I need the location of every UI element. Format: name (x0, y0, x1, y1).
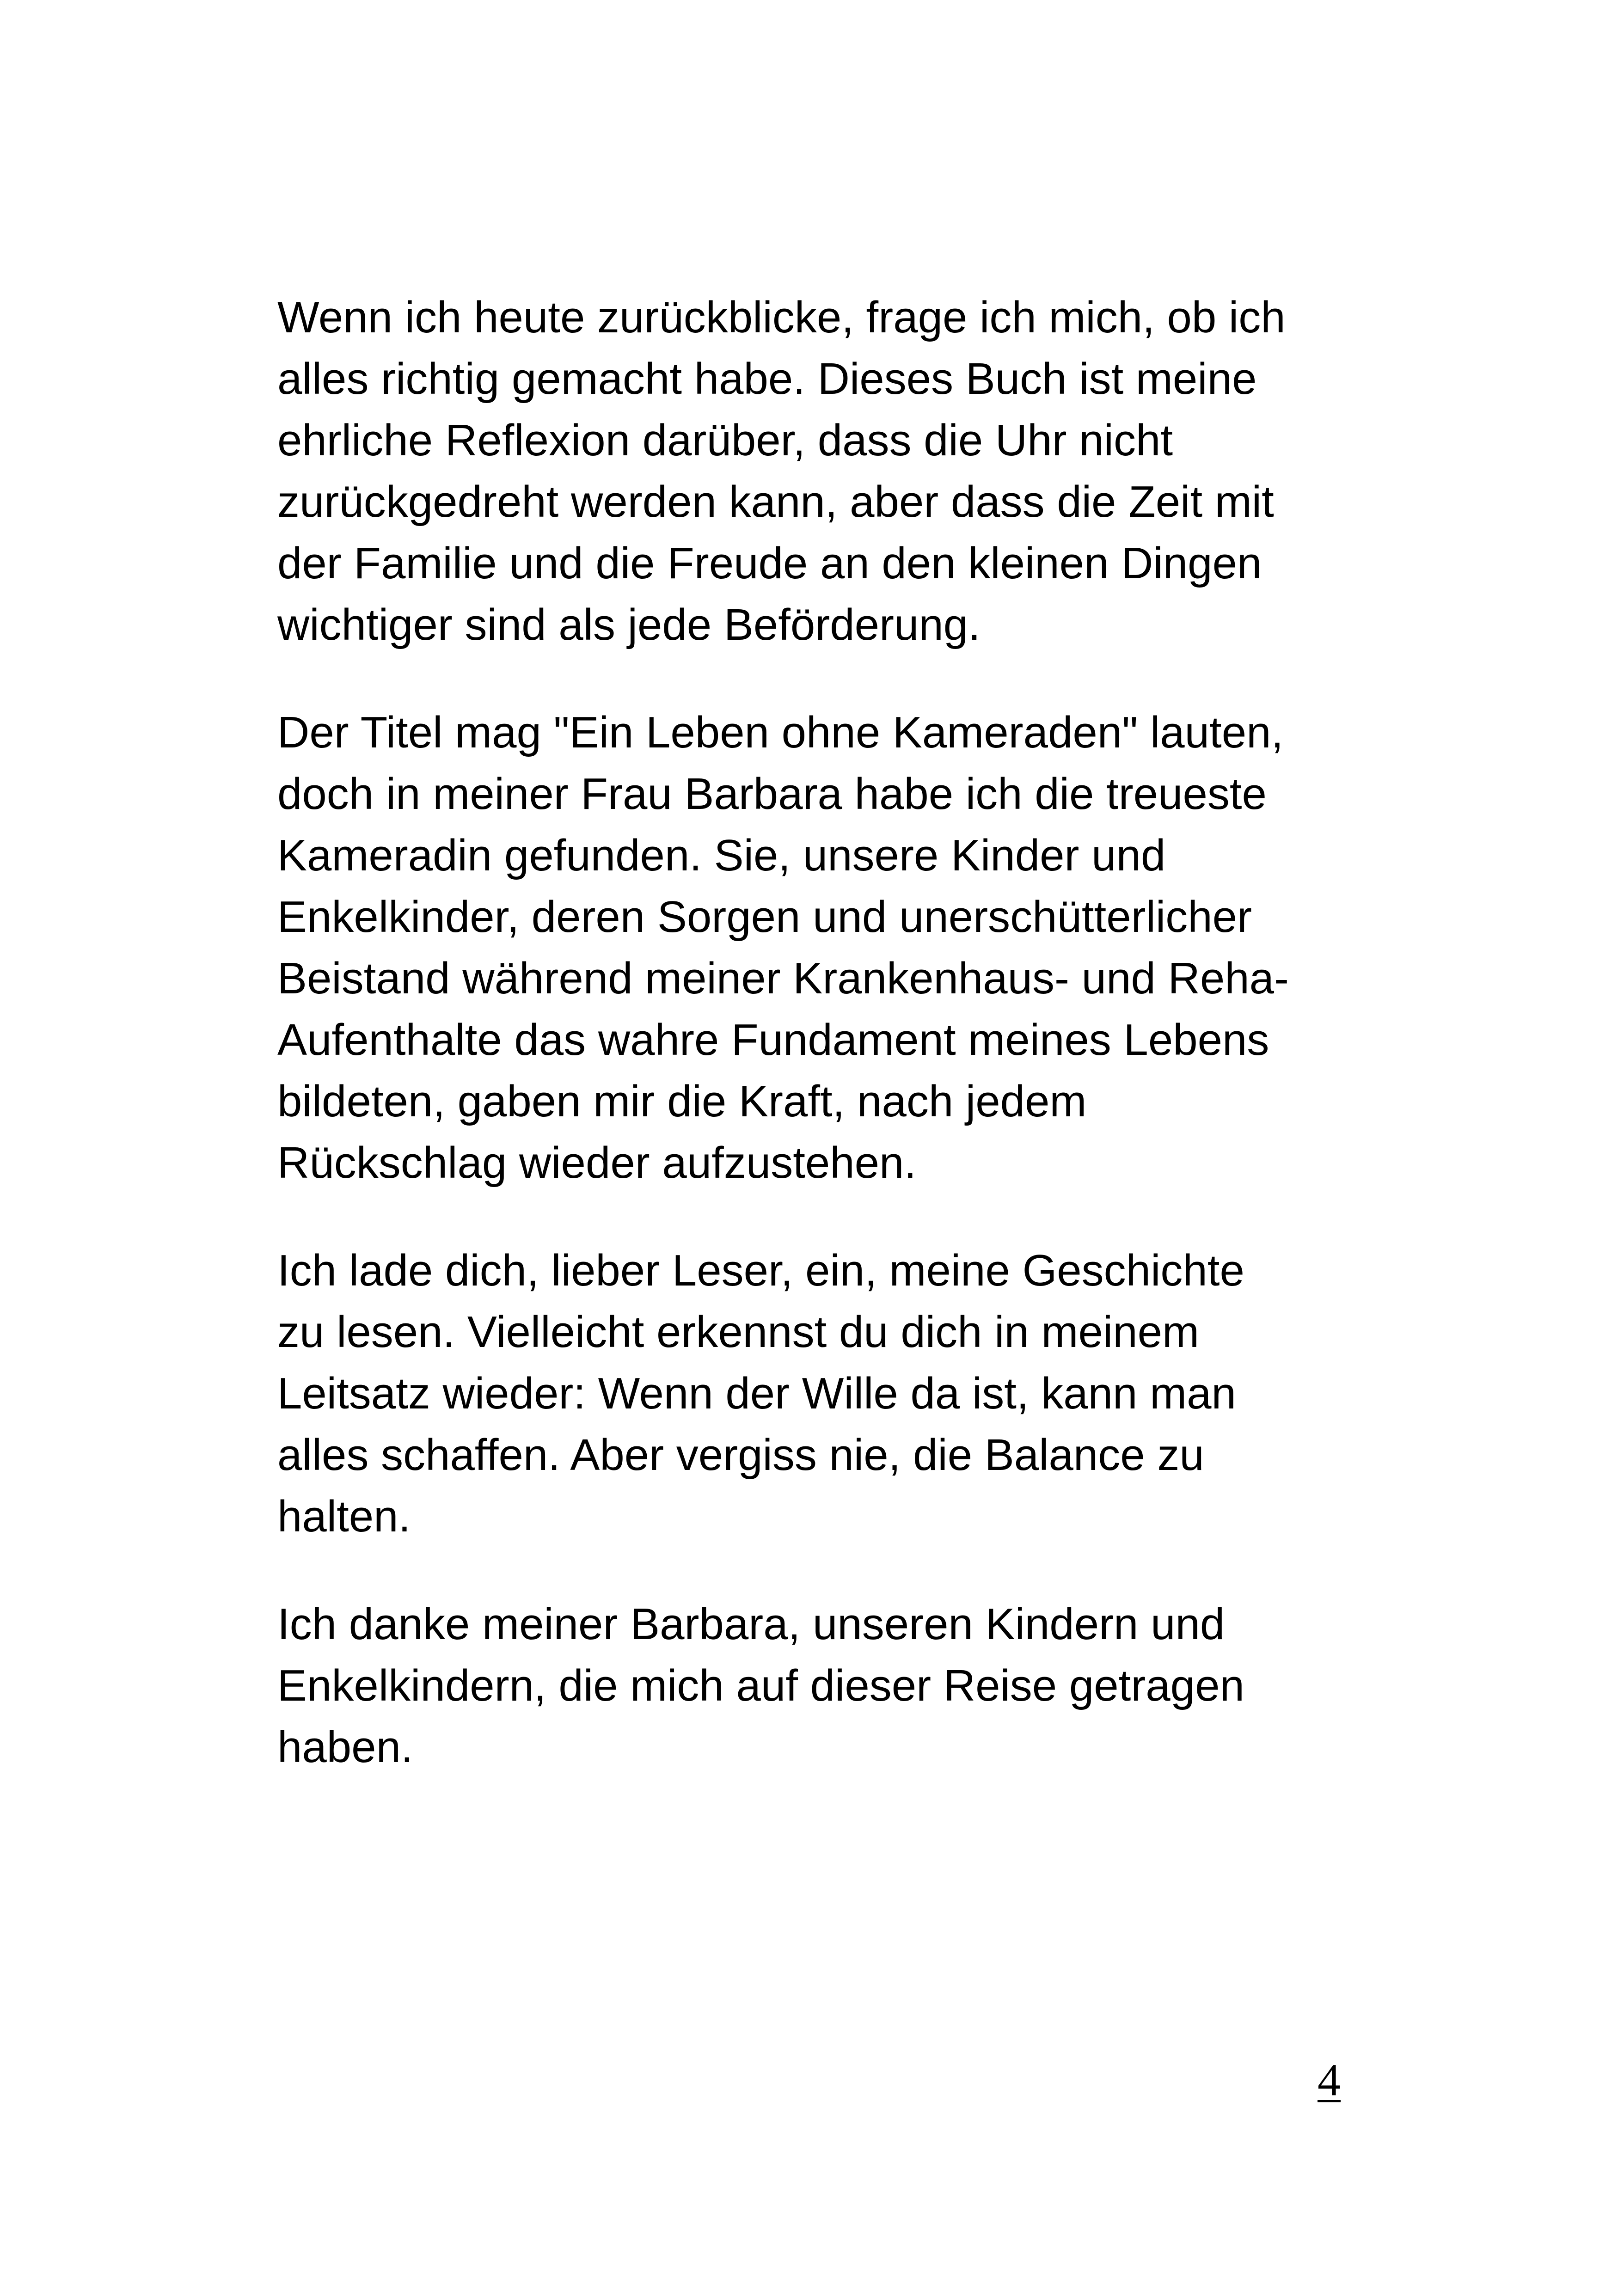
paragraph (277, 1593, 1378, 1778)
text-line: Ich lade dich, lieber Leser, ein, meine Geschichte (277, 1246, 1244, 1295)
page-number: 4 (1318, 2054, 1341, 2106)
text-line: haben. (277, 1722, 413, 1772)
text-line: wichtiger sind als jede Beförderung. (277, 600, 981, 649)
body-text (277, 287, 1378, 1824)
paragraph (277, 287, 1378, 655)
text-line: doch in meiner Frau Barbara habe ich die treueste (277, 769, 1267, 819)
paragraph (277, 702, 1378, 1194)
text-line: Aufenthalte das wahre Fundament meines Lebens (277, 1015, 1269, 1065)
paragraph (277, 1240, 1378, 1547)
text-line: alles schaffen. Aber vergiss nie, die Balance zu (277, 1430, 1204, 1480)
text-line: Der Titel mag "Ein Leben ohne Kameraden" lauten, (277, 708, 1284, 757)
text-line: Enkelkinder, deren Sorgen und unerschütterlicher (277, 892, 1252, 942)
text-line: Enkelkindern, die mich auf dieser Reise getragen (277, 1661, 1244, 1710)
text-line: Beistand während meiner Krankenhaus- und Reha- (277, 954, 1289, 1003)
text-line: Kameradin gefunden. Sie, unsere Kinder und (277, 831, 1166, 880)
text-line: zu lesen. Vielleicht erkennst du dich in meinem (277, 1307, 1199, 1357)
text-line: halten. (277, 1492, 411, 1541)
text-line: Wenn ich heute zurückblicke, frage ich mich, ob ich (277, 293, 1286, 342)
text-line: Leitsatz wieder: Wenn der Wille da ist, kann man (277, 1369, 1236, 1418)
text-line: bildeten, gaben mir die Kraft, nach jedem (277, 1077, 1087, 1126)
text-line: Rückschlag wieder aufzustehen. (277, 1138, 917, 1188)
text-line: Ich danke meiner Barbara, unseren Kindern und (277, 1599, 1225, 1649)
text-line: zurückgedreht werden kann, aber dass die Zeit mit (277, 477, 1274, 527)
text-line: ehrliche Reflexion darüber, dass die Uhr nicht (277, 416, 1173, 465)
text-line: der Familie und die Freude an den kleinen Dingen (277, 539, 1262, 588)
text-line: alles richtig gemacht habe. Dieses Buch ist meine (277, 354, 1257, 404)
